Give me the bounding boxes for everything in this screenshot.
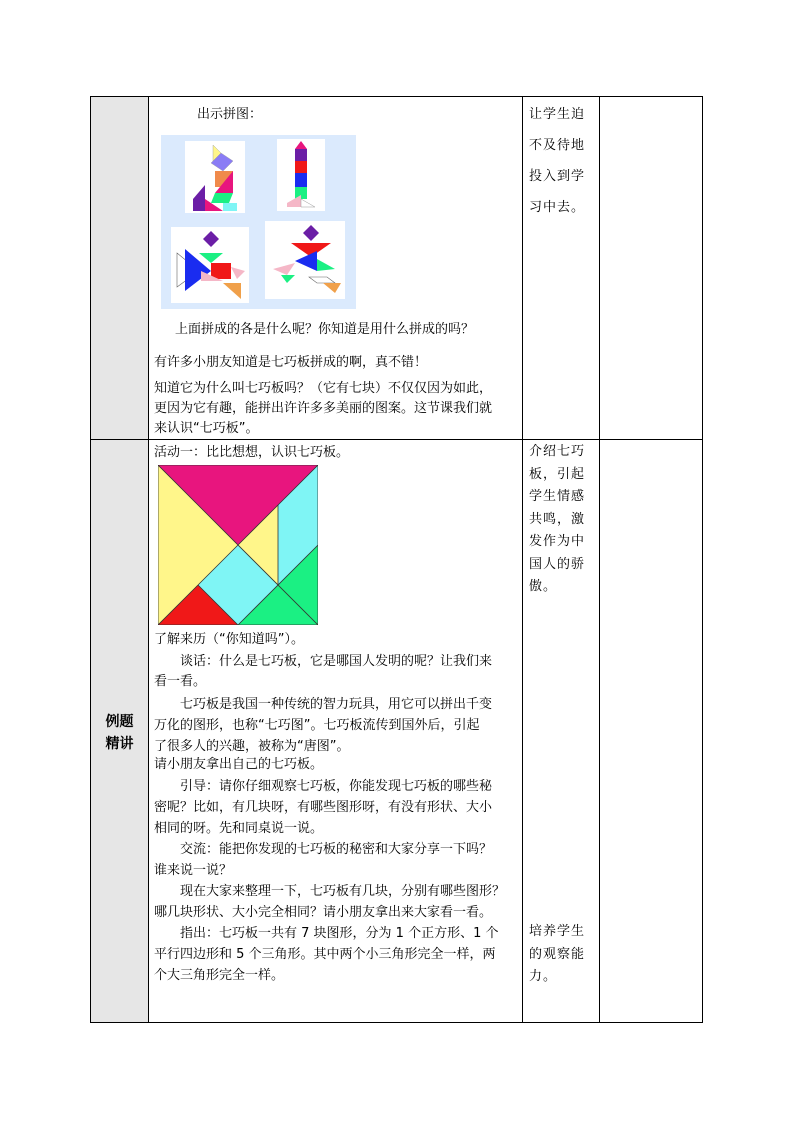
intro-paragraph-line: 了很多人的兴趣，被称为“唐图”。 [154, 739, 350, 754]
tangram-cat-figure [185, 141, 245, 213]
intro-paragraph-line: 万化的图形，也称“七巧图”。七巧板流传到国外后，引起 [154, 718, 480, 733]
question-text: 上面拼成的各是什么呢？你知道是用什么拼成的吗？ [175, 322, 475, 337]
talk-line: 看一看。 [154, 674, 207, 689]
note-line: 的观察能 [529, 946, 586, 962]
intro-paragraph-line: 七巧板是我国一种传统的智力玩具，用它可以拼出千变 [180, 697, 493, 712]
lesson-table [90, 96, 703, 1023]
history-text: 了解来历（“你知道吗”）。 [154, 632, 304, 647]
explanation-line: 知道它为什么叫七巧板吗？（它有七块）不仅仅因为如此， [154, 381, 493, 396]
guide-line: 密呢？比如，有几块呀，有哪些图形呀，有没有形状、大小 [154, 800, 493, 815]
row-divider [91, 439, 702, 440]
tangram-dancer-figure [171, 227, 249, 303]
section-label [91, 711, 148, 755]
intro-text: 出示拼图： [197, 107, 263, 122]
activity-title: 活动一：比比想想，认识七巧板。 [154, 445, 350, 460]
label-line: 精讲 [105, 736, 134, 752]
summary-line: 哪几块形状、大小完全相同？请小朋友拿出来大家看一看。 [154, 905, 493, 920]
label-line: 例题 [105, 714, 134, 730]
note-line: 不及待地 [529, 138, 586, 153]
response-text: 有许多小朋友知道是七巧板拼成的啊，真不错！ [154, 355, 428, 370]
talk-line: 谈话：什么是七巧板，它是哪国人发明的呢？让我们来 [180, 654, 493, 669]
note-line: 共鸣，激 [529, 511, 586, 527]
tangram-square [158, 465, 318, 625]
explanation-line: 来认识“七巧板”。 [154, 421, 259, 436]
share-line: 谁来说一说？ [154, 863, 233, 878]
tangram-figures-panel [161, 135, 356, 309]
note-line: 习中去。 [529, 200, 586, 215]
column-divider [599, 97, 600, 1022]
instruction-text: 请小朋友拿出自己的七巧板。 [154, 757, 324, 772]
note-line: 国人的骄 [529, 556, 586, 572]
note-line: 发作为中 [529, 534, 586, 549]
note-line: 介绍七巧 [529, 444, 586, 459]
column-divider [148, 97, 149, 1022]
guide-line: 引导：请你仔细观察七巧板，你能发现七巧板的哪些秘 [180, 779, 493, 794]
note-line: 培养学生 [529, 924, 586, 939]
share-line: 交流：能把你发现的七巧板的秘密和大家分享一下吗？ [180, 842, 493, 857]
point-line: 平行四边形和 5 个三角形。其中两个小三角形完全一样，两 [154, 947, 496, 962]
summary-line: 现在大家来整理一下，七巧板有几块，分别有哪些图形？ [180, 884, 506, 899]
explanation-line: 更因为它有趣，能拼出许许多多美丽的图案。这节课我们就 [154, 401, 493, 416]
note-line: 让学生迫 [529, 107, 586, 122]
teaching-note [529, 99, 593, 223]
note-line: 力。 [529, 969, 558, 984]
point-line: 指出：七巧板一共有 7 块图形，分为 1 个正方形、1 个 [180, 926, 499, 941]
teaching-note [529, 921, 593, 989]
note-line: 投入到学 [529, 169, 586, 184]
note-line: 傲。 [529, 579, 558, 594]
tangram-tower-figure [277, 139, 325, 211]
column-divider [522, 97, 523, 1022]
guide-line: 相同的呀。先和同桌说一说。 [154, 821, 324, 836]
point-line: 个大三角形完全一样。 [154, 968, 285, 983]
tangram-skier-figure [265, 221, 345, 299]
label-column [91, 97, 148, 1022]
note-line: 板，引起 [529, 466, 586, 482]
teaching-note [529, 441, 593, 599]
note-line: 学生情感 [529, 489, 586, 504]
